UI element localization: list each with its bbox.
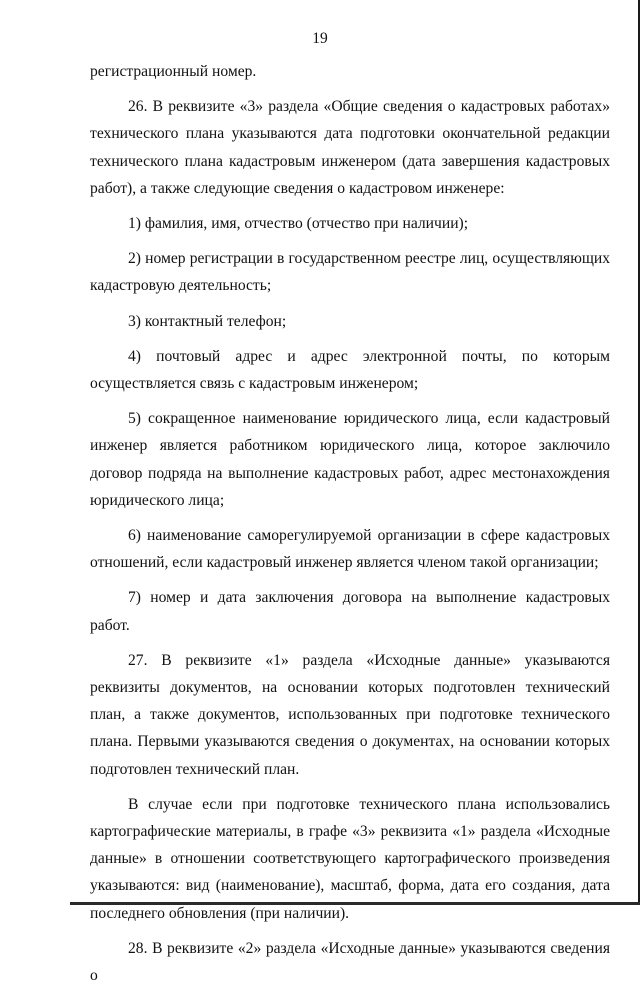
document-body [90, 58, 610, 989]
paragraph-item-28: 28. В реквизите «2» раздела «Исходные данные» указываются сведения о [90, 939, 610, 985]
list-item-5: 5) сокращенное наименование юридического лица, если кадастровый инженер является работником юридического лица, которое заключило договор подряда на выполнение кадастровых работ, адрес местонахождения юридического лица; [90, 410, 610, 509]
list-item-7: 7) номер и дата заключения договора на выполнение кадастровых работ. [90, 589, 610, 634]
paragraph-item-27: 27. В реквизите «1» раздела «Исходные данные» указываются реквизиты документов, на основании которых подготовлен технический план, а также документов, использованных при подготовке технического плана. Первыми указываются сведения о документах, на основании которых подготовлен технический план. [90, 651, 610, 778]
page-number: 19 [312, 30, 328, 47]
list-item-1: 1) фамилия, имя, отчество (отчество при наличии); [128, 215, 469, 233]
list-item-3: 3) контактный телефон; [128, 312, 287, 330]
list-item-4: 4) почтовый адрес и адрес электронной почты, по которым осуществляется связь с кадастровым инженером; [90, 347, 610, 393]
paragraph-item-26: 26. В реквизите «3» раздела «Общие сведения о кадастровых работах» технического плана указываются дата подготовки окончательной редакции технического плана кадастровым инженером (дата завершения кадастровых работ), а также следующие сведения о кадастровом инженере: [90, 98, 610, 197]
list-item-2: 2) номер регистрации в государственном реестре лиц, осуществляющих кадастровую деятельность; [90, 250, 610, 295]
list-item-6: 6) наименование саморегулируемой организации в сфере кадастровых отношений, если кадастровый инженер является членом такой организации; [90, 527, 610, 572]
paragraph-continuation: регистрационный номер. [90, 63, 257, 80]
paragraph-cartographic: В случае если при подготовке технического плана использовались картографические материалы, в графе «3» реквизита «1» раздела «Исходные данные» в отношении соответствующего картографического произведения указываются: вид (наименование), масштаб, форма, дата его создания, дата последнего обновления (при наличии). [90, 795, 610, 922]
